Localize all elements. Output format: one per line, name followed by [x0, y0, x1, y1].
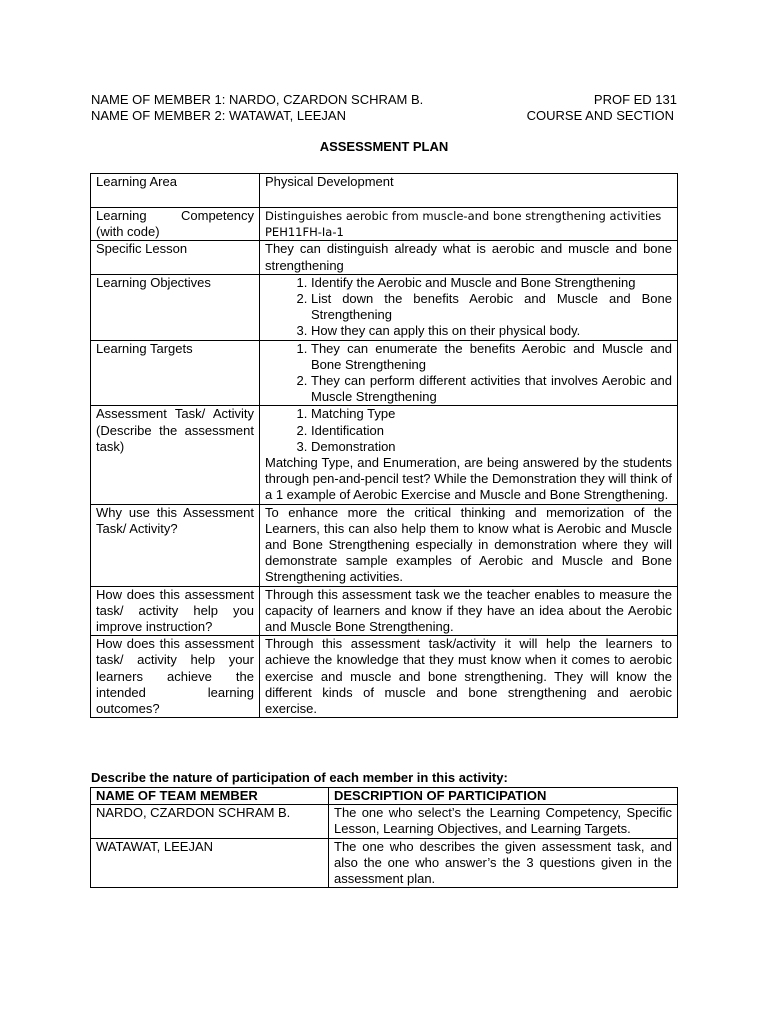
participation-heading: Describe the nature of participation of each member in this activity:: [91, 770, 508, 785]
row-value: Through this assessment task we the teacher enables to measure the capacity of learners and know if they have an idea about the Aerobic and Muscle Bone Strengthening.: [260, 586, 678, 636]
list-item: 1. Identify the Aerobic and Muscle and Bone Strengthening: [311, 275, 672, 291]
row-label: How does this assessment task/ activity help you improve instruction?: [91, 586, 260, 636]
column-header: DESCRIPTION OF PARTICIPATION: [329, 788, 678, 805]
document-title: ASSESSMENT PLAN: [319, 139, 449, 154]
row-label: Why use this Assessment Task/ Activity?: [91, 504, 260, 586]
table-row: [91, 805, 678, 838]
row-value: They can distinguish already what is aerobic and muscle and bone strengthening: [260, 241, 678, 274]
competency-text: Distinguishes aerobic from muscle-and bone strengthening activities: [265, 209, 662, 223]
row-value: [260, 340, 678, 406]
row-value: [260, 274, 678, 340]
table-row: [91, 406, 678, 504]
list-item: 2. They can perform different activities that involves Aerobic and Muscle Strengthening: [311, 373, 672, 405]
course-code: PROF ED 131: [593, 92, 677, 107]
list-item: 2. Identification: [311, 423, 672, 439]
column-header: NAME OF TEAM MEMBER: [91, 788, 329, 805]
row-value: Physical Development: [260, 174, 678, 208]
list-item: 3. How they can apply this on their physical body.: [311, 323, 672, 339]
assessment-plan-table: [90, 173, 678, 718]
member-name: NARDO, CZARDON SCHRAM B.: [91, 805, 329, 838]
member-description: The one who describes the given assessment task, and also the one who answer’s the 3 questions given in the assessment plan.: [329, 838, 678, 888]
task-description: Matching Type, and Enumeration, are being answered by the students through pen-and-pencil test? While the Demonstration they will think of a 1 example of Aerobic Exercise and Muscle and Bone Strengthening.: [265, 455, 672, 503]
header-row-2: [91, 108, 677, 124]
objectives-list: [265, 275, 672, 340]
header-row-1: [91, 92, 677, 108]
competency-code: PEH11FH-Ia-1: [265, 225, 344, 239]
row-label: Learning Area: [91, 174, 260, 208]
table-row: [91, 586, 678, 636]
row-label: How does this assessment task/ activity help your learners achieve the intended learning outcomes?: [91, 636, 260, 718]
table-row: [91, 504, 678, 586]
row-value: [260, 208, 678, 241]
member-1-name: NAME OF MEMBER 1: NARDO, CZARDON SCHRAM B.: [91, 92, 424, 107]
table-row: [91, 241, 678, 274]
table-row: [91, 208, 678, 241]
row-label: Learning Targets: [91, 340, 260, 406]
task-list: [265, 406, 672, 455]
row-label: Learning Objectives: [91, 274, 260, 340]
course-and-section: COURSE AND SECTION: [526, 108, 674, 123]
table-row: [91, 838, 678, 888]
list-item: 1. They can enumerate the benefits Aerobic and Muscle and Bone Strengthening: [311, 341, 672, 373]
row-label: Assessment Task/ Activity (Describe the assessment task): [91, 406, 260, 504]
list-item: 2. List down the benefits Aerobic and Muscle and Bone Strengthening: [311, 291, 672, 323]
participation-table: [90, 787, 678, 888]
table-header-row: [91, 788, 678, 805]
row-value: To enhance more the critical thinking and memorization of the Learners, this can also help them to know what is Aerobic and Muscle and Bone Strengthening especially in demonstration where they will demonstrate sample examples of Aerobic and Muscle and Bone Strengthening activities.: [260, 504, 678, 586]
table-row: [91, 174, 678, 208]
row-label: Learning Competency (with code): [91, 208, 260, 241]
member-description: The one who select’s the Learning Competency, Specific Lesson, Learning Objectives, and Learning Targets.: [329, 805, 678, 838]
row-label: Specific Lesson: [91, 241, 260, 274]
member-name: WATAWAT, LEEJAN: [91, 838, 329, 888]
list-item: 3. Demonstration: [311, 439, 672, 455]
list-item: 1. Matching Type: [311, 406, 672, 422]
member-2-name: NAME OF MEMBER 2: WATAWAT, LEEJAN: [91, 108, 346, 123]
table-row: [91, 340, 678, 406]
targets-list: [265, 341, 672, 406]
table-row: [91, 274, 678, 340]
row-value: Through this assessment task/activity it will help the learners to achieve the knowledge that they must know when it comes to aerobic exercise and muscle and bone strengthening. They will know the different kinds of muscle and bone strengthening and aerobic exercise.: [260, 636, 678, 718]
table-row: [91, 636, 678, 718]
row-value: [260, 406, 678, 504]
